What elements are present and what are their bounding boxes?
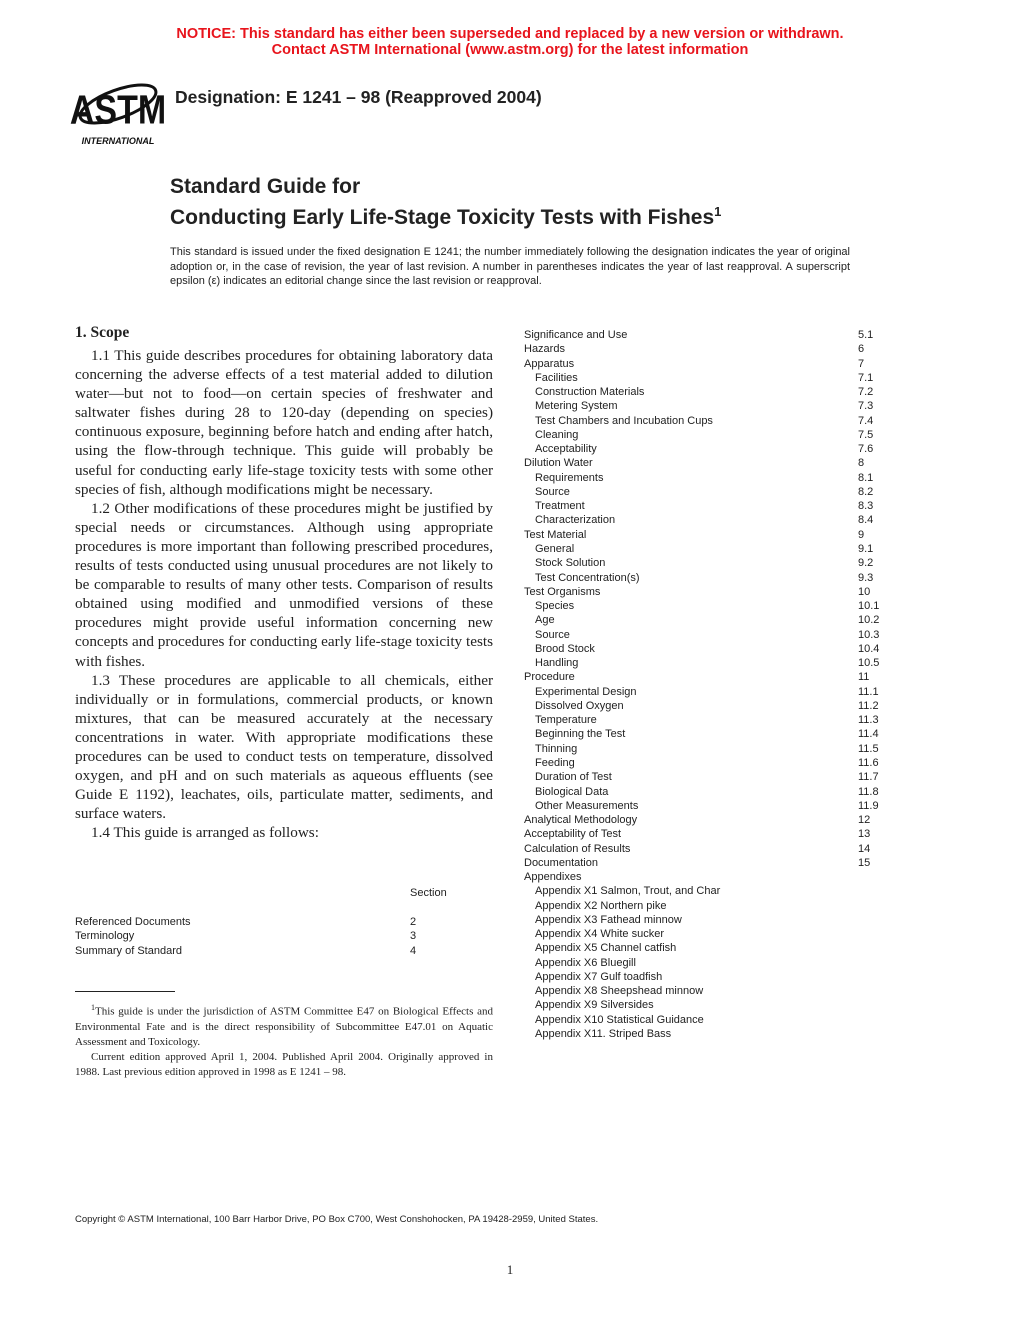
- toc-item: [524, 428, 884, 442]
- paragraph-1-1: 1.1 This guide describes procedures for obtaining laboratory data concerning the adverse effects of a test material added to dilution water—but not to food—on certain species of freshwater and saltwater fishes during 28 to 120-day (depending on species) continuous exposure, beginning before hatch and ending after hatch, using the flow-through technique. This guide will probably be useful for conducting early life-stage toxicity tests with some other species of fish, although modifications might be necessary.: [75, 347, 493, 498]
- withdrawal-notice: [0, 27, 1020, 58]
- astm-logo: [69, 72, 167, 148]
- toc-label: Appendix X9 Silversides: [535, 999, 654, 1012]
- toc-item: [524, 528, 884, 542]
- toc-item: [524, 371, 884, 385]
- toc-item: [524, 1027, 884, 1041]
- toc-section-number: 7.3: [858, 400, 874, 413]
- toc-item: [524, 842, 884, 856]
- toc-label: Characterization: [535, 514, 616, 527]
- toc-section-number: 10.3: [858, 628, 880, 641]
- copyright: Copyright © ASTM International, 100 Barr Harbor Drive, PO Box C700, West Conshohocken, PA 19428-2959, United States.: [75, 1214, 599, 1225]
- toc-item: [524, 727, 884, 741]
- scope-section: [75, 323, 493, 842]
- footnote-edition: Current edition approved April 1, 2004. Published April 2004. Originally approved in 1988. Last previous edition approved in 1998 as E 1241 – 98.: [75, 1050, 493, 1078]
- toc-section-number: 10.5: [858, 657, 880, 670]
- toc-section-number: 7.2: [858, 386, 874, 399]
- toc-label: Test Concentration(s): [535, 571, 640, 584]
- toc-item: [524, 899, 884, 913]
- toc-label: Stock Solution: [535, 557, 606, 570]
- paragraph-1-4: 1.4 This guide is arranged as follows:: [91, 824, 319, 842]
- toc-section-number: 11.2: [858, 699, 879, 712]
- toc-item: [524, 970, 884, 984]
- toc-label: Analytical Methodology: [524, 814, 638, 827]
- toc-section-number: 7.5: [858, 428, 874, 441]
- toc-section-number: 8.1: [858, 471, 874, 484]
- toc-label: Appendix X3 Fathead minnow: [535, 913, 682, 926]
- toc-label: Appendix X4 White sucker: [535, 928, 665, 941]
- toc-item: [524, 813, 884, 827]
- document-title: [170, 174, 721, 230]
- footnote-text: This guide is under the jurisdiction of ASTM Committee E47 on Biological Effects and Environmental Fate and is the direct responsibility of Subcommittee E47.01 on Aquatic Assessment and Toxicology.: [75, 1005, 493, 1048]
- toc-label: Temperature: [535, 714, 597, 727]
- toc-section-number: 9.2: [858, 557, 874, 570]
- toc-label: Other Measurements: [535, 799, 639, 812]
- title-line-1: Standard Guide for: [170, 175, 361, 198]
- toc-section-number: 11.8: [858, 785, 879, 798]
- toc-label: Test Material: [524, 528, 587, 541]
- toc-label: Source: [535, 485, 570, 498]
- section-row: [75, 944, 495, 958]
- designation-note: This standard is issued under the fixed designation E 1241; the number immediately following the designation indicates the year of original adoption or, in the case of revision, the year of last revision. A number in parentheses indicates the year of last reapproval. A superscript epsilon (ε) indicates an editorial change since the last revision or reapproval.: [170, 246, 850, 288]
- toc-item: [524, 913, 884, 927]
- toc-item: [524, 1013, 884, 1027]
- scope-heading: 1. Scope: [75, 324, 130, 341]
- toc-item: [524, 756, 884, 770]
- toc-item: [524, 471, 884, 485]
- toc-item: [524, 571, 884, 585]
- toc-label: Appendix X6 Bluegill: [535, 956, 636, 969]
- toc-item: [524, 984, 884, 998]
- toc-label: Species: [535, 600, 575, 613]
- toc-item: [524, 628, 884, 642]
- notice-line-2: Contact ASTM International (www.astm.org) for the latest information: [271, 41, 749, 58]
- page-number: 1: [506, 1262, 514, 1277]
- section-header: Section: [410, 887, 447, 899]
- toc-label: Appendixes: [524, 871, 582, 884]
- toc-label: Feeding: [535, 756, 575, 769]
- toc-label: Appendix X10 Statistical Guidance: [535, 1013, 704, 1026]
- toc-item: [524, 456, 884, 470]
- toc-item: [524, 342, 884, 356]
- toc-label: Calculation of Results: [524, 842, 631, 855]
- section-row: [75, 915, 495, 929]
- toc-section-number: 9.3: [858, 571, 874, 584]
- toc-section-number: 8.2: [858, 485, 874, 498]
- toc-label: Appendix X7 Gulf toadfish: [535, 970, 663, 983]
- toc-label: Brood Stock: [535, 642, 595, 655]
- toc-section-number: 6: [858, 343, 865, 356]
- toc-label: Test Organisms: [524, 585, 601, 598]
- toc-label: Experimental Design: [535, 685, 637, 698]
- toc-section-number: 11.6: [858, 756, 879, 769]
- toc-label: Apparatus: [524, 357, 575, 370]
- toc-section-number: 8.4: [858, 514, 874, 527]
- toc-label: Documentation: [524, 856, 598, 869]
- toc-label: Procedure: [524, 671, 575, 684]
- toc-item: [524, 799, 884, 813]
- toc-label: Handling: [535, 657, 579, 670]
- toc-section-number: 7: [858, 357, 865, 370]
- toc-item: [524, 328, 884, 342]
- toc-label: Dissolved Oxygen: [535, 699, 624, 712]
- toc-label: Biological Data: [535, 785, 609, 798]
- toc-item: [524, 385, 884, 399]
- paragraph-1-2: 1.2 Other modifications of these procedures might be justified by special needs or circumstances. Although using appropriate procedures is more important than following prescribed procedures, results of tests conducted using unusual procedures are not likely to be comparable to results of many other tests. Comparison of results obtained using modified and unmodified versions of these procedures might provide useful information concerning new concepts and procedures for conducting early life-stage toxicity tests with fishes.: [75, 499, 493, 670]
- toc-section-number: 11.1: [858, 685, 879, 698]
- toc-section-number: 12: [858, 814, 871, 827]
- footnote-1: [75, 1000, 493, 1050]
- toc-section-number: 9: [858, 528, 865, 541]
- toc-section-number: 8.3: [858, 500, 874, 513]
- toc-item: [524, 685, 884, 699]
- toc-label: Acceptability: [535, 443, 597, 456]
- toc-section-number: 14: [858, 842, 871, 855]
- toc-label: General: [535, 542, 575, 555]
- toc-item: [524, 927, 884, 941]
- section-number: 4: [410, 944, 417, 957]
- section-label: Terminology: [75, 930, 135, 943]
- toc-item: [524, 956, 884, 970]
- toc-item: [524, 998, 884, 1012]
- notice-line-1: NOTICE: This standard has either been superseded and replaced by a new version or withdrawn.: [176, 26, 844, 42]
- toc-section-number: 7.6: [858, 443, 874, 456]
- toc-label: Hazards: [524, 343, 565, 356]
- toc-item: [524, 699, 884, 713]
- toc-section-number: 7.1: [858, 371, 874, 384]
- toc-item: [524, 856, 884, 870]
- toc-item: [524, 357, 884, 371]
- toc-item: [524, 656, 884, 670]
- toc-item: [524, 941, 884, 955]
- section-number: 2: [410, 916, 417, 928]
- toc-section-number: 15: [858, 856, 871, 869]
- toc-label: Beginning the Test: [535, 728, 626, 741]
- toc-item: [524, 742, 884, 756]
- toc-item: [524, 884, 884, 898]
- toc-item: [524, 785, 884, 799]
- toc-item: [524, 556, 884, 570]
- toc-item: [524, 827, 884, 841]
- toc-section-number: 5.1: [858, 329, 874, 341]
- toc-item: [524, 442, 884, 456]
- toc-section-number: 11.3: [858, 714, 879, 727]
- toc-label: Appendix X5 Channel catfish: [535, 942, 677, 955]
- title-line-2: [170, 199, 721, 230]
- toc-section-number: 10: [858, 585, 871, 598]
- section-row: [75, 929, 495, 943]
- svg-text:INTERNATIONAL: INTERNATIONAL: [81, 136, 155, 146]
- footnote-mark: 1: [91, 1003, 95, 1012]
- designation: Designation: E 1241 – 98 (Reapproved 2004): [175, 87, 542, 107]
- toc-label: Acceptability of Test: [524, 828, 622, 841]
- toc-item: [524, 513, 884, 527]
- toc-section-number: 11.9: [858, 799, 879, 812]
- toc-item: [524, 642, 884, 656]
- toc-item: [524, 599, 884, 613]
- toc-label: Appendix X1 Salmon, Trout, and Char: [535, 885, 721, 898]
- toc-section-number: 10.2: [858, 614, 880, 627]
- toc-section-number: 10.1: [858, 600, 880, 613]
- title-text: Conducting Early Life-Stage Toxicity Tests with Fishes: [170, 206, 715, 229]
- toc-item: [524, 499, 884, 513]
- toc-item: [524, 713, 884, 727]
- toc-section-number: 11.7: [858, 771, 879, 784]
- section-label: Summary of Standard: [75, 944, 182, 957]
- toc-label: Dilution Water: [524, 457, 593, 470]
- svg-text:ASTM: ASTM: [69, 86, 167, 133]
- toc-item: [524, 585, 884, 599]
- toc-label: Facilities: [535, 371, 578, 384]
- toc-label: Requirements: [535, 471, 604, 484]
- footnote-divider: [75, 991, 175, 992]
- toc-section-number: 11.4: [858, 728, 879, 741]
- toc-label: Test Chambers and Incubation Cups: [535, 414, 713, 427]
- toc-label: Appendix X11. Striped Bass: [535, 1028, 672, 1041]
- toc-label: Duration of Test: [535, 771, 612, 784]
- toc-label: Appendix X8 Sheepshead minnow: [535, 985, 704, 998]
- toc-label: Thinning: [535, 742, 578, 755]
- toc-item: [524, 399, 884, 413]
- footnote: [75, 1000, 493, 1080]
- toc-item: [524, 485, 884, 499]
- toc-label: Treatment: [535, 500, 585, 513]
- toc-label: Appendix X2 Northern pike: [535, 899, 667, 912]
- toc-label: Cleaning: [535, 428, 579, 441]
- toc-section-number: 10.4: [858, 642, 880, 655]
- toc-section-number: 11.5: [858, 742, 879, 755]
- toc-label: Metering System: [535, 400, 618, 413]
- section-table: [75, 887, 495, 958]
- toc-label: Significance and Use: [524, 329, 628, 341]
- title-footnote-mark: 1: [714, 204, 722, 219]
- toc-item: [524, 770, 884, 784]
- toc-section-number: 13: [858, 828, 871, 841]
- table-of-contents: [524, 328, 884, 1041]
- toc-label: Construction Materials: [535, 386, 645, 399]
- toc-section-number: 7.4: [858, 414, 874, 427]
- section-label: Referenced Documents: [75, 916, 191, 928]
- toc-item: [524, 414, 884, 428]
- toc-label: Age: [535, 614, 555, 627]
- toc-section-number: 11: [858, 671, 870, 684]
- toc-item: [524, 613, 884, 627]
- toc-section-number: 8: [858, 457, 865, 470]
- toc-item: [524, 542, 884, 556]
- toc-section-number: 9.1: [858, 542, 874, 555]
- toc-item: [524, 670, 884, 684]
- toc-item: [524, 870, 884, 884]
- toc-label: Source: [535, 628, 570, 641]
- section-number: 3: [410, 930, 417, 943]
- paragraph-1-3: 1.3 These procedures are applicable to all chemicals, either individually or in formulations, commercial products, or known mixtures, that can be measured accurately at the necessary concentrations in water. With appropriate modifications these procedures can be used to conduct tests on temperature, dissolved oxygen, and pH and on such materials as aqueous effluents (see Guide E 1192), leachates, oils, particulate matter, sediments, and surface waters.: [75, 671, 493, 823]
